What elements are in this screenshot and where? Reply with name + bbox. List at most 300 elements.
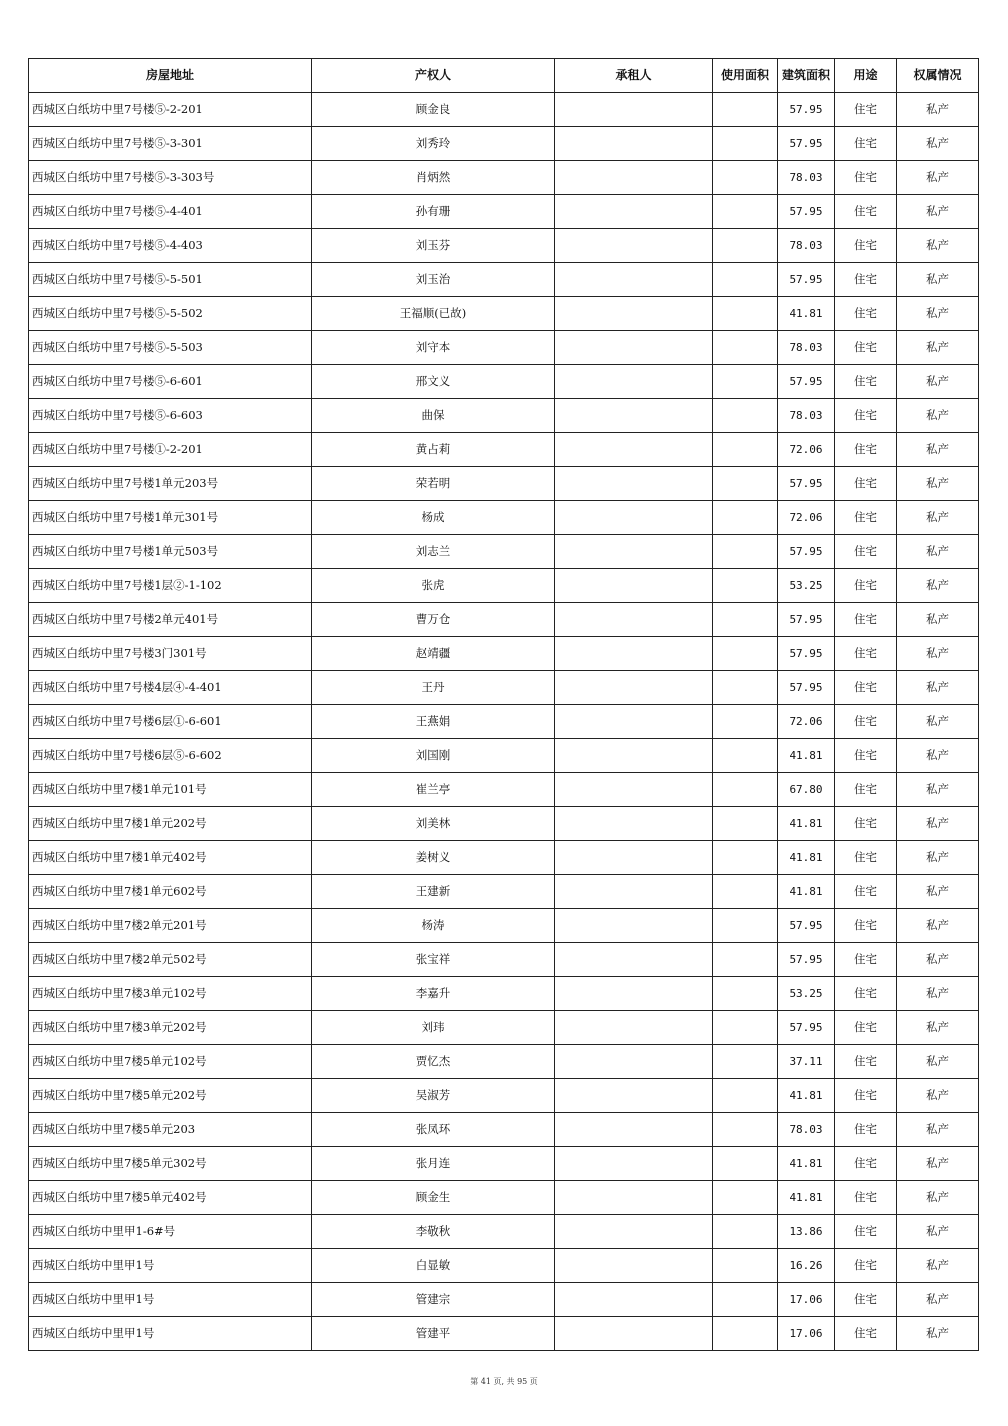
table-row: [29, 263, 979, 297]
table-row: [29, 501, 979, 535]
cell-ownership: 私产: [897, 1317, 979, 1351]
cell-tenant: [555, 875, 713, 909]
cell-ownership: 私产: [897, 977, 979, 1011]
table-body: [29, 93, 979, 1351]
property-table: [28, 58, 979, 1351]
cell-tenant: [555, 195, 713, 229]
cell-ownership: 私产: [897, 569, 979, 603]
cell-tenant: [555, 977, 713, 1011]
cell-usable-area: [713, 1147, 778, 1181]
cell-address: 西城区白纸坊中里7号楼①-2-201: [29, 433, 312, 467]
cell-tenant: [555, 1045, 713, 1079]
cell-owner: 刘国刚: [312, 739, 555, 773]
cell-owner: 刘秀玲: [312, 127, 555, 161]
cell-tenant: [555, 603, 713, 637]
table-row: [29, 1079, 979, 1113]
cell-tenant: [555, 1011, 713, 1045]
cell-usage: 住宅: [835, 93, 897, 127]
cell-usage: 住宅: [835, 263, 897, 297]
cell-owner: 姜树义: [312, 841, 555, 875]
cell-usable-area: [713, 841, 778, 875]
cell-ownership: 私产: [897, 603, 979, 637]
cell-tenant: [555, 807, 713, 841]
cell-owner: 孙有珊: [312, 195, 555, 229]
cell-owner: 刘玮: [312, 1011, 555, 1045]
cell-building-area: 57.95: [778, 263, 835, 297]
cell-building-area: 57.95: [778, 127, 835, 161]
cell-usage: 住宅: [835, 399, 897, 433]
cell-ownership: 私产: [897, 875, 979, 909]
cell-usage: 住宅: [835, 1181, 897, 1215]
cell-usable-area: [713, 943, 778, 977]
cell-tenant: [555, 1249, 713, 1283]
cell-usage: 住宅: [835, 1113, 897, 1147]
cell-tenant: [555, 229, 713, 263]
cell-tenant: [555, 263, 713, 297]
cell-owner: 曲保: [312, 399, 555, 433]
cell-ownership: 私产: [897, 535, 979, 569]
cell-usable-area: [713, 297, 778, 331]
cell-tenant: [555, 1079, 713, 1113]
cell-owner: 刘玉芬: [312, 229, 555, 263]
cell-owner: 王建新: [312, 875, 555, 909]
cell-tenant: [555, 943, 713, 977]
table-row: [29, 841, 979, 875]
cell-usage: 住宅: [835, 1011, 897, 1045]
cell-address: 西城区白纸坊中里7号楼1层②-1-102: [29, 569, 312, 603]
cell-ownership: 私产: [897, 1045, 979, 1079]
cell-building-area: 41.81: [778, 1147, 835, 1181]
cell-tenant: [555, 569, 713, 603]
table-row: [29, 1181, 979, 1215]
cell-usage: 住宅: [835, 909, 897, 943]
cell-tenant: [555, 1181, 713, 1215]
cell-usage: 住宅: [835, 773, 897, 807]
cell-building-area: 57.95: [778, 637, 835, 671]
table-row: [29, 1215, 979, 1249]
cell-ownership: 私产: [897, 331, 979, 365]
cell-address: 西城区白纸坊中里7楼5单元203: [29, 1113, 312, 1147]
cell-tenant: [555, 467, 713, 501]
table-row: [29, 1147, 979, 1181]
cell-usable-area: [713, 1079, 778, 1113]
cell-tenant: [555, 161, 713, 195]
table-row: [29, 1249, 979, 1283]
cell-building-area: 41.81: [778, 841, 835, 875]
cell-tenant: [555, 331, 713, 365]
table-row: [29, 569, 979, 603]
cell-ownership: 私产: [897, 1181, 979, 1215]
cell-building-area: 13.86: [778, 1215, 835, 1249]
cell-usable-area: [713, 1283, 778, 1317]
cell-building-area: 41.81: [778, 1181, 835, 1215]
cell-usage: 住宅: [835, 1079, 897, 1113]
cell-ownership: 私产: [897, 399, 979, 433]
cell-usage: 住宅: [835, 841, 897, 875]
cell-usage: 住宅: [835, 501, 897, 535]
cell-owner: 刘守本: [312, 331, 555, 365]
table-row: [29, 977, 979, 1011]
cell-owner: 曹万仓: [312, 603, 555, 637]
cell-owner: 王丹: [312, 671, 555, 705]
cell-owner: 杨涛: [312, 909, 555, 943]
table-row: [29, 875, 979, 909]
cell-address: 西城区白纸坊中里7号楼2单元401号: [29, 603, 312, 637]
cell-address: 西城区白纸坊中里7楼5单元402号: [29, 1181, 312, 1215]
cell-usable-area: [713, 603, 778, 637]
cell-ownership: 私产: [897, 1113, 979, 1147]
cell-building-area: 53.25: [778, 569, 835, 603]
cell-building-area: 41.81: [778, 1079, 835, 1113]
cell-building-area: 41.81: [778, 875, 835, 909]
cell-usage: 住宅: [835, 365, 897, 399]
cell-building-area: 57.95: [778, 1011, 835, 1045]
cell-address: 西城区白纸坊中里7号楼⑤-3-301: [29, 127, 312, 161]
cell-ownership: 私产: [897, 1147, 979, 1181]
table-row: [29, 807, 979, 841]
cell-building-area: 17.06: [778, 1283, 835, 1317]
table-row: [29, 671, 979, 705]
cell-ownership: 私产: [897, 909, 979, 943]
cell-usable-area: [713, 1317, 778, 1351]
cell-usage: 住宅: [835, 943, 897, 977]
cell-address: 西城区白纸坊中里7号楼⑤-4-401: [29, 195, 312, 229]
table-row: [29, 433, 979, 467]
table-row: [29, 637, 979, 671]
cell-usage: 住宅: [835, 1249, 897, 1283]
table-row: [29, 229, 979, 263]
cell-ownership: 私产: [897, 161, 979, 195]
cell-owner: 顾金良: [312, 93, 555, 127]
table-row: [29, 195, 979, 229]
cell-ownership: 私产: [897, 739, 979, 773]
cell-address: 西城区白纸坊中里7楼1单元602号: [29, 875, 312, 909]
cell-usage: 住宅: [835, 161, 897, 195]
cell-usable-area: [713, 331, 778, 365]
cell-ownership: 私产: [897, 433, 979, 467]
table-row: [29, 909, 979, 943]
cell-tenant: [555, 909, 713, 943]
cell-usage: 住宅: [835, 807, 897, 841]
table-row: [29, 1113, 979, 1147]
cell-ownership: 私产: [897, 841, 979, 875]
cell-ownership: 私产: [897, 1079, 979, 1113]
cell-usage: 住宅: [835, 671, 897, 705]
cell-usable-area: [713, 909, 778, 943]
cell-address: 西城区白纸坊中里7楼1单元402号: [29, 841, 312, 875]
cell-usable-area: [713, 1215, 778, 1249]
cell-building-area: 41.81: [778, 297, 835, 331]
cell-usage: 住宅: [835, 331, 897, 365]
table-row: [29, 297, 979, 331]
cell-building-area: 78.03: [778, 399, 835, 433]
cell-ownership: 私产: [897, 705, 979, 739]
cell-building-area: 41.81: [778, 739, 835, 773]
header-owner: 产权人: [312, 59, 555, 93]
cell-building-area: 78.03: [778, 1113, 835, 1147]
header-row: [29, 59, 979, 93]
header-ownership: 权属情况: [897, 59, 979, 93]
cell-usage: 住宅: [835, 705, 897, 739]
cell-building-area: 57.95: [778, 909, 835, 943]
cell-tenant: [555, 1283, 713, 1317]
table-row: [29, 739, 979, 773]
cell-address: 西城区白纸坊中里7号楼3门301号: [29, 637, 312, 671]
cell-usage: 住宅: [835, 1045, 897, 1079]
cell-owner: 张月连: [312, 1147, 555, 1181]
cell-owner: 管建平: [312, 1317, 555, 1351]
cell-building-area: 67.80: [778, 773, 835, 807]
cell-ownership: 私产: [897, 365, 979, 399]
cell-tenant: [555, 501, 713, 535]
cell-address: 西城区白纸坊中里7号楼⑤-6-603: [29, 399, 312, 433]
cell-owner: 李嘉升: [312, 977, 555, 1011]
cell-building-area: 37.11: [778, 1045, 835, 1079]
cell-owner: 赵靖疆: [312, 637, 555, 671]
cell-ownership: 私产: [897, 1215, 979, 1249]
cell-address: 西城区白纸坊中里7号楼⑤-5-502: [29, 297, 312, 331]
cell-building-area: 57.95: [778, 535, 835, 569]
cell-ownership: 私产: [897, 467, 979, 501]
cell-usable-area: [713, 467, 778, 501]
cell-usable-area: [713, 1249, 778, 1283]
cell-tenant: [555, 93, 713, 127]
cell-usable-area: [713, 705, 778, 739]
cell-building-area: 57.95: [778, 195, 835, 229]
cell-usable-area: [713, 365, 778, 399]
cell-usable-area: [713, 1045, 778, 1079]
cell-owner: 王燕娟: [312, 705, 555, 739]
cell-usage: 住宅: [835, 467, 897, 501]
cell-owner: 荣若明: [312, 467, 555, 501]
cell-tenant: [555, 127, 713, 161]
cell-ownership: 私产: [897, 127, 979, 161]
header-tenant: 承租人: [555, 59, 713, 93]
cell-ownership: 私产: [897, 1011, 979, 1045]
table-row: [29, 773, 979, 807]
cell-ownership: 私产: [897, 773, 979, 807]
cell-tenant: [555, 433, 713, 467]
cell-address: 西城区白纸坊中里甲1号: [29, 1317, 312, 1351]
cell-address: 西城区白纸坊中里甲1-6#号: [29, 1215, 312, 1249]
cell-address: 西城区白纸坊中里7楼5单元302号: [29, 1147, 312, 1181]
cell-building-area: 57.95: [778, 943, 835, 977]
cell-usable-area: [713, 739, 778, 773]
cell-owner: 顾金生: [312, 1181, 555, 1215]
cell-building-area: 72.06: [778, 705, 835, 739]
table-row: [29, 467, 979, 501]
cell-tenant: [555, 739, 713, 773]
cell-building-area: 72.06: [778, 501, 835, 535]
cell-usage: 住宅: [835, 603, 897, 637]
cell-ownership: 私产: [897, 501, 979, 535]
cell-tenant: [555, 1113, 713, 1147]
cell-usage: 住宅: [835, 1283, 897, 1317]
cell-address: 西城区白纸坊中里7楼3单元202号: [29, 1011, 312, 1045]
cell-usage: 住宅: [835, 195, 897, 229]
cell-tenant: [555, 1215, 713, 1249]
header-address: 房屋地址: [29, 59, 312, 93]
table-row: [29, 535, 979, 569]
cell-address: 西城区白纸坊中里7楼1单元101号: [29, 773, 312, 807]
cell-usable-area: [713, 875, 778, 909]
table-row: [29, 1045, 979, 1079]
cell-building-area: 16.26: [778, 1249, 835, 1283]
cell-owner: 刘玉治: [312, 263, 555, 297]
cell-usage: 住宅: [835, 637, 897, 671]
cell-address: 西城区白纸坊中里7号楼⑤-6-601: [29, 365, 312, 399]
cell-usable-area: [713, 161, 778, 195]
cell-address: 西城区白纸坊中里7楼5单元202号: [29, 1079, 312, 1113]
page-footer: 第 41 页, 共 95 页: [470, 1377, 538, 1386]
table-row: [29, 365, 979, 399]
cell-address: 西城区白纸坊中里7楼2单元201号: [29, 909, 312, 943]
cell-tenant: [555, 535, 713, 569]
cell-address: 西城区白纸坊中里7号楼⑤-5-503: [29, 331, 312, 365]
cell-address: 西城区白纸坊中里甲1号: [29, 1283, 312, 1317]
cell-ownership: 私产: [897, 1283, 979, 1317]
cell-tenant: [555, 637, 713, 671]
cell-tenant: [555, 1317, 713, 1351]
table-row: [29, 161, 979, 195]
cell-address: 西城区白纸坊中里7楼1单元202号: [29, 807, 312, 841]
cell-building-area: 78.03: [778, 331, 835, 365]
cell-usable-area: [713, 93, 778, 127]
cell-usage: 住宅: [835, 1147, 897, 1181]
cell-usable-area: [713, 1011, 778, 1045]
cell-usable-area: [713, 977, 778, 1011]
table-row: [29, 127, 979, 161]
table-row: [29, 1283, 979, 1317]
cell-usage: 住宅: [835, 1215, 897, 1249]
cell-building-area: 78.03: [778, 229, 835, 263]
cell-owner: 刘志兰: [312, 535, 555, 569]
cell-ownership: 私产: [897, 807, 979, 841]
cell-usable-area: [713, 229, 778, 263]
table-row: [29, 331, 979, 365]
cell-address: 西城区白纸坊中里7号楼6层①-6-601: [29, 705, 312, 739]
cell-ownership: 私产: [897, 637, 979, 671]
cell-owner: 邢文义: [312, 365, 555, 399]
table-row: [29, 943, 979, 977]
cell-ownership: 私产: [897, 195, 979, 229]
cell-usable-area: [713, 501, 778, 535]
cell-address: 西城区白纸坊中里7楼2单元502号: [29, 943, 312, 977]
cell-usable-area: [713, 263, 778, 297]
cell-address: 西城区白纸坊中里7号楼⑤-5-501: [29, 263, 312, 297]
cell-tenant: [555, 297, 713, 331]
cell-tenant: [555, 841, 713, 875]
cell-usage: 住宅: [835, 569, 897, 603]
table-header: [29, 59, 979, 93]
cell-ownership: 私产: [897, 297, 979, 331]
cell-usage: 住宅: [835, 977, 897, 1011]
cell-address: 西城区白纸坊中里7号楼1单元503号: [29, 535, 312, 569]
cell-ownership: 私产: [897, 671, 979, 705]
cell-building-area: 57.95: [778, 467, 835, 501]
cell-ownership: 私产: [897, 1249, 979, 1283]
cell-owner: 张虎: [312, 569, 555, 603]
cell-usage: 住宅: [835, 229, 897, 263]
cell-tenant: [555, 705, 713, 739]
cell-address: 西城区白纸坊中里7楼5单元102号: [29, 1045, 312, 1079]
cell-address: 西城区白纸坊中里7号楼⑤-4-403: [29, 229, 312, 263]
cell-tenant: [555, 399, 713, 433]
cell-address: 西城区白纸坊中里甲1号: [29, 1249, 312, 1283]
cell-owner: 管建宗: [312, 1283, 555, 1317]
cell-owner: 黄占莉: [312, 433, 555, 467]
cell-building-area: 72.06: [778, 433, 835, 467]
cell-usable-area: [713, 535, 778, 569]
cell-usable-area: [713, 433, 778, 467]
cell-building-area: 41.81: [778, 807, 835, 841]
cell-usage: 住宅: [835, 535, 897, 569]
cell-tenant: [555, 773, 713, 807]
cell-ownership: 私产: [897, 943, 979, 977]
header-usable-area: 使用面积: [713, 59, 778, 93]
cell-usage: 住宅: [835, 297, 897, 331]
cell-owner: 吴淑芳: [312, 1079, 555, 1113]
cell-tenant: [555, 1147, 713, 1181]
cell-usable-area: [713, 1181, 778, 1215]
cell-address: 西城区白纸坊中里7号楼6层⑤-6-602: [29, 739, 312, 773]
cell-owner: 崔兰亭: [312, 773, 555, 807]
table-row: [29, 705, 979, 739]
cell-ownership: 私产: [897, 229, 979, 263]
cell-address: 西城区白纸坊中里7号楼⑤-3-303号: [29, 161, 312, 195]
cell-building-area: 57.95: [778, 365, 835, 399]
cell-owner: 张宝祥: [312, 943, 555, 977]
cell-usable-area: [713, 1113, 778, 1147]
cell-building-area: 53.25: [778, 977, 835, 1011]
cell-usage: 住宅: [835, 433, 897, 467]
cell-usable-area: [713, 671, 778, 705]
cell-address: 西城区白纸坊中里7号楼1单元301号: [29, 501, 312, 535]
cell-building-area: 78.03: [778, 161, 835, 195]
cell-building-area: 17.06: [778, 1317, 835, 1351]
cell-usable-area: [713, 195, 778, 229]
cell-building-area: 57.95: [778, 671, 835, 705]
cell-tenant: [555, 671, 713, 705]
cell-ownership: 私产: [897, 93, 979, 127]
header-usage: 用途: [835, 59, 897, 93]
cell-usable-area: [713, 569, 778, 603]
table-row: [29, 399, 979, 433]
cell-usage: 住宅: [835, 875, 897, 909]
cell-owner: 白显敏: [312, 1249, 555, 1283]
cell-usable-area: [713, 807, 778, 841]
cell-owner: 肖炳然: [312, 161, 555, 195]
table-row: [29, 93, 979, 127]
cell-usable-area: [713, 773, 778, 807]
cell-address: 西城区白纸坊中里7号楼⑤-2-201: [29, 93, 312, 127]
cell-usable-area: [713, 637, 778, 671]
cell-building-area: 57.95: [778, 93, 835, 127]
cell-owner: 张凤环: [312, 1113, 555, 1147]
header-building-area: 建筑面积: [778, 59, 835, 93]
cell-usable-area: [713, 127, 778, 161]
cell-usable-area: [713, 399, 778, 433]
cell-usage: 住宅: [835, 127, 897, 161]
cell-owner: 王福顺(已故): [312, 297, 555, 331]
table-row: [29, 603, 979, 637]
table-row: [29, 1011, 979, 1045]
cell-usage: 住宅: [835, 739, 897, 773]
cell-owner: 贾忆杰: [312, 1045, 555, 1079]
cell-building-area: 57.95: [778, 603, 835, 637]
cell-address: 西城区白纸坊中里7号楼4层④-4-401: [29, 671, 312, 705]
cell-owner: 李敬秋: [312, 1215, 555, 1249]
